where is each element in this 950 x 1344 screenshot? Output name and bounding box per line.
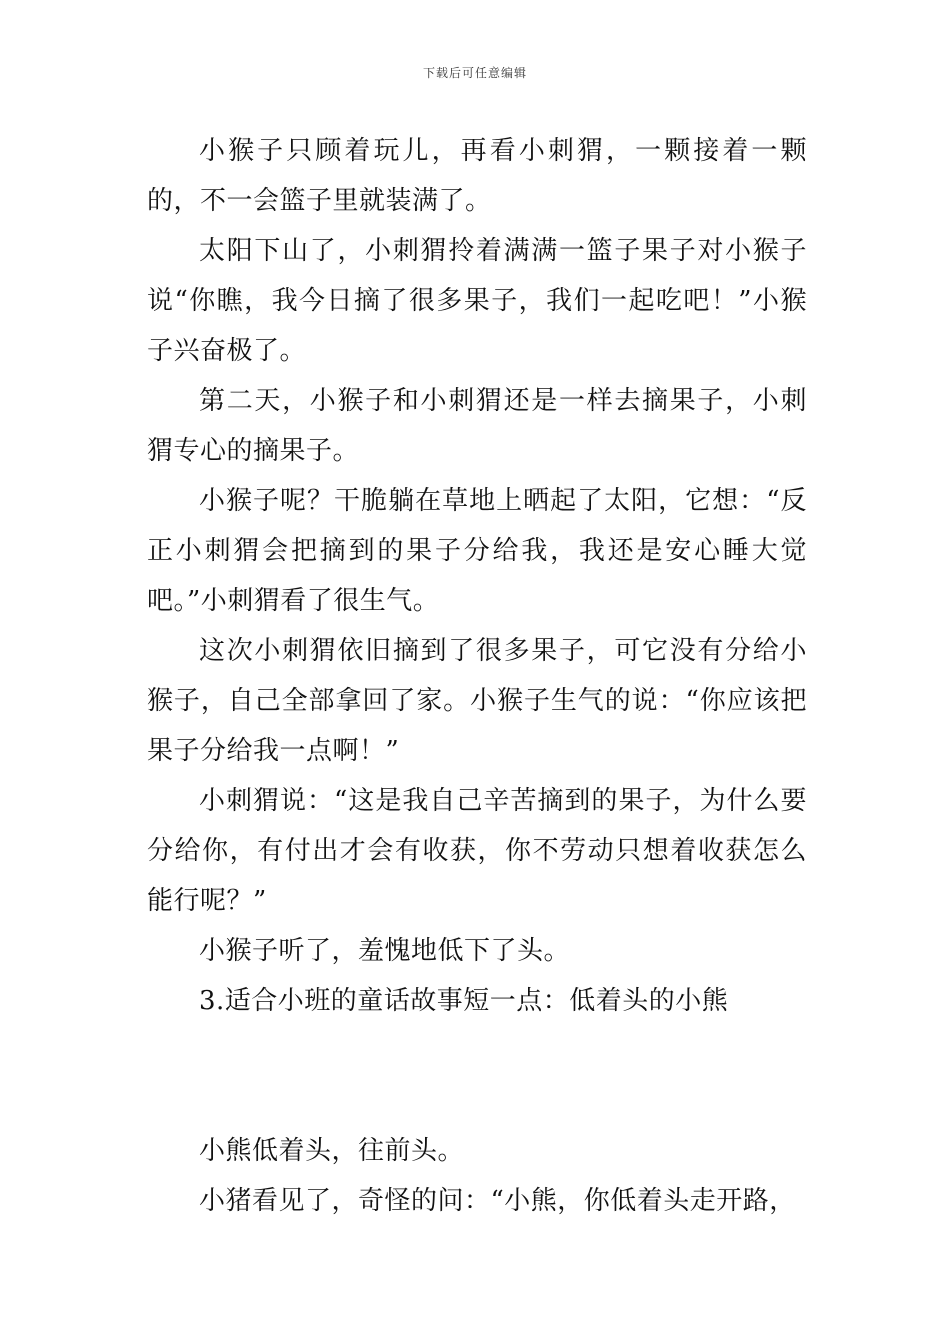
paragraph: 小猪看见了，奇怪的问：“小熊，你低着头走开路， [199,1186,796,1216]
paragraph: 小猴子只顾着玩儿，再看小刺猬，一颗接着一颗的，不一会篮子里就装满了。 [147,136,807,216]
paragraph: 第二天，小猴子和小刺猬还是一样去摘果子，小刺猬专心的摘果子。 [147,386,807,466]
paragraph: 太阳下山了，小刺猬拎着满满一篮子果子对小猴子说“你瞧，我今日摘了很多果子，我们一起吃吧！”小猴子兴奋极了。 [147,236,807,366]
paragraph: 小刺猬说：“这是我自己辛苦摘到的果子，为什么要分给你，有付出才会有收获，你不劳动只想着收获怎么能行呢？” [147,786,807,916]
paragraph: 小熊低着头，往前头。 [199,1136,465,1166]
paragraph: 这次小刺猬依旧摘到了很多果子，可它没有分给小猴子，自己全部拿回了家。小猴子生气的说：“你应该把果子分给我一点啊！” [147,636,807,766]
page-header: 下载后可任意编辑 [422,66,527,80]
paragraph: 小猴子呢？干脆躺在草地上晒起了太阳，它想：“反正小刺猬会把摘到的果子分给我，我还是安心睡大觉吧。”小刺猬看了很生气。 [147,486,807,616]
blank-space [147,1026,807,1126]
document-body [147,126,807,1226]
section-heading: 3.适合小班的童话故事短一点：低着头的小熊 [199,986,729,1016]
paragraph: 小猴子听了，羞愧地低下了头。 [199,936,571,966]
